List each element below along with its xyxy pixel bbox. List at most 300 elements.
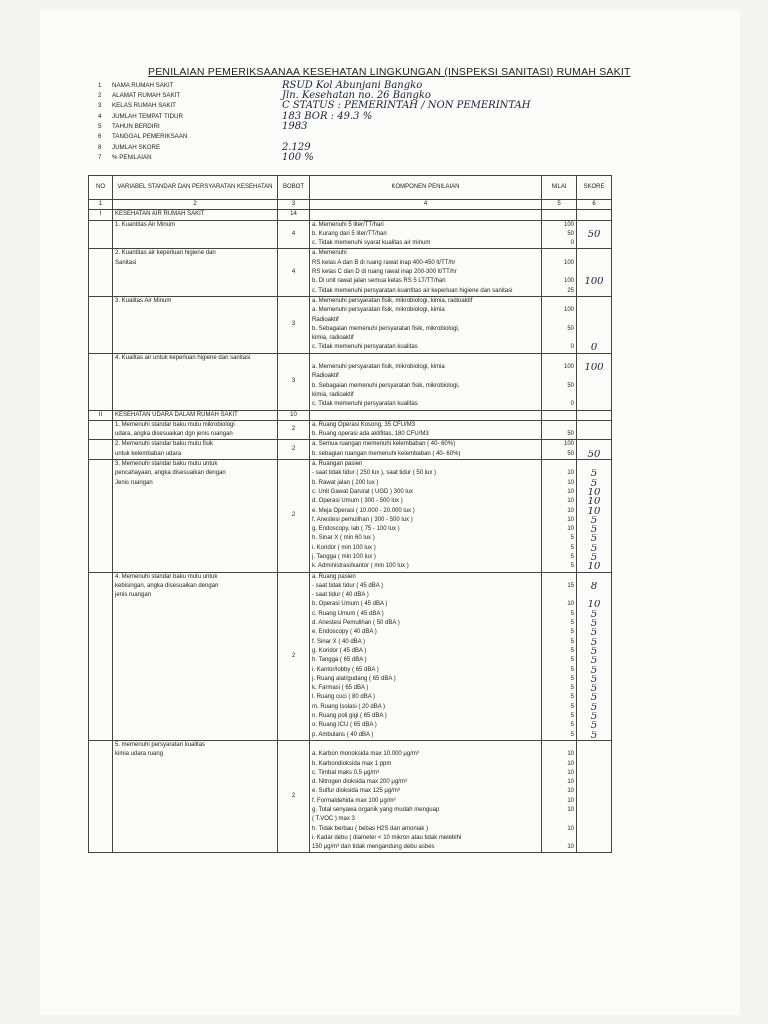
cell-line: [579, 573, 609, 582]
variabel-cell: [113, 249, 278, 296]
cell-line: a. Memenuhi persyaratan fisik, mikrobiologi, kimia: [312, 364, 445, 371]
cell-line: i. Koridor ( min 100 lux ): [312, 544, 376, 551]
cell-line: [544, 460, 574, 469]
cell-line: 5: [570, 694, 574, 701]
cell-line: 10: [587, 487, 601, 498]
cell-line: 5: [570, 731, 574, 738]
cell-line: 5: [590, 730, 598, 740]
cell-line: [579, 287, 609, 296]
cell-line: - saat tidak tidur ( 250 lux ), saat tidur ( 50 lux ): [312, 470, 437, 477]
row-number: [89, 220, 113, 249]
row-number: [89, 249, 113, 296]
cell-line: i. Kadar debu ( diameter < 10 mikron atau tidak melebihi: [312, 834, 462, 841]
cell-line: kimia udara ruang: [115, 751, 164, 758]
cell-line: 4. Kualitas air untuk keperluan higiene dan sanitasi: [115, 354, 251, 361]
cell-line: k. Farmasi ( 65 dBA ): [312, 685, 369, 692]
cell-line: [579, 440, 609, 449]
empty-cell: [542, 210, 577, 220]
cell-line: [579, 239, 609, 248]
cell-line: [579, 815, 609, 824]
cell-line: 5: [570, 629, 574, 636]
info-number: 6: [98, 132, 102, 140]
cell-line: 5: [590, 525, 598, 535]
cell-line: [579, 750, 609, 759]
variabel-cell: [113, 740, 278, 853]
cell-line: - saat tidur ( 40 dBA ): [312, 592, 369, 599]
cell-line: [579, 391, 609, 400]
variabel-cell: [113, 296, 278, 353]
skore-cell: [577, 572, 612, 740]
cell-line: 50: [567, 325, 574, 332]
cell-line: 50: [567, 431, 574, 438]
table-row: [89, 249, 612, 296]
cell-line: 0: [590, 343, 598, 353]
section-number: I: [89, 210, 113, 220]
cell-line: [579, 741, 609, 750]
cell-line: [579, 797, 609, 806]
column-index: 1: [89, 200, 113, 210]
cell-line: [579, 806, 609, 815]
cell-line: 8: [590, 581, 598, 592]
info-label: JUMLAH SKORE: [112, 143, 161, 151]
table-row: [89, 296, 612, 353]
cell-line: 5: [570, 563, 574, 570]
cell-line: 10: [567, 507, 574, 514]
cell-line: kimia, radioaktif: [312, 335, 354, 342]
cell-line: 5: [570, 647, 574, 654]
cell-line: [544, 741, 574, 750]
empty-cell: [577, 410, 612, 420]
cell-line: [579, 825, 609, 834]
cell-line: 1. Memenuhi standar baku mutu mikrobiologi: [115, 421, 235, 428]
komponen-cell: [310, 420, 542, 440]
cell-line: 5: [590, 721, 598, 731]
info-value: Jln. Kesehatan no. 26 Bangko: [282, 89, 431, 101]
cell-line: [544, 268, 574, 277]
variabel-cell: [113, 572, 278, 740]
col-header-bobot: BOBOT: [278, 176, 310, 200]
cell-line: c. Ruang Umum ( 45 dBA ): [312, 610, 384, 617]
column-index: 2: [113, 200, 278, 210]
cell-line: [544, 591, 574, 600]
cell-line: [579, 249, 609, 258]
cell-line: 100: [563, 259, 574, 266]
variabel-cell: [113, 440, 278, 460]
table-row: [89, 420, 612, 440]
cell-line: 10: [567, 488, 574, 495]
cell-line: 5: [570, 657, 574, 664]
cell-line: g. Endoscopy, lab ( 75 - 100 lux ): [312, 526, 400, 533]
cell-line: b. Karbondioksida max 1 ppm: [312, 760, 392, 767]
cell-line: f. Anestesi pemulihan ( 300 - 500 lux ): [312, 516, 413, 523]
cell-line: 10: [567, 601, 574, 608]
cell-line: 3. Kualitas Air Minum: [115, 297, 172, 304]
cell-line: kimia, radioaktif: [312, 391, 354, 398]
cell-line: 5: [590, 534, 598, 544]
cell-line: Radioaktif: [312, 373, 339, 380]
col-header-no: NO: [89, 176, 113, 200]
row-number: [89, 420, 113, 440]
cell-line: a. Memenuhi persyaratan fisik, mikrobiologi, kimia: [312, 307, 445, 314]
col-header-variabel: VARIABEL STANDAR DAN PERSYARATAN KESEHATAN: [113, 176, 278, 200]
row-number: [89, 740, 113, 853]
cell-line: 5: [590, 712, 598, 722]
cell-line: e. Meja Operasi ( 10.000 - 20.000 lux ): [312, 507, 415, 514]
nilai-cell: [542, 440, 577, 460]
cell-line: 5: [570, 722, 574, 729]
section-title: KESEHATAN AIR RUMAH SAKIT: [113, 210, 278, 220]
row-number: [89, 296, 113, 353]
cell-line: Sanitasi: [115, 259, 137, 266]
komponen-cell: [310, 353, 542, 410]
cell-line: 10: [567, 526, 574, 533]
cell-line: g. Koridor ( 45 dBA ): [312, 647, 367, 654]
cell-line: [544, 391, 574, 400]
cell-line: 50: [567, 230, 574, 237]
cell-line: [579, 769, 609, 778]
komponen-cell: [310, 249, 542, 296]
cell-line: RS kelas C dan D di ruang rawat inap 200-300 lt/TT/hr: [312, 269, 457, 276]
cell-line: 50: [587, 449, 601, 460]
cell-line: 5: [570, 638, 574, 645]
cell-line: f. Formaldehida max 100 μg/m³: [312, 797, 396, 804]
cell-line: [579, 460, 609, 469]
komponen-cell: [310, 572, 542, 740]
cell-line: 10: [587, 506, 601, 516]
info-label: TANGGAL PEMERIKSAAN: [112, 132, 188, 140]
column-index: 3: [278, 200, 310, 210]
info-number: 2: [98, 91, 102, 99]
bobot-cell: 4: [278, 220, 310, 249]
komponen-cell: [310, 440, 542, 460]
cell-line: j. Tangga ( min 100 lux ): [312, 553, 376, 560]
cell-line: [579, 316, 609, 325]
cell-line: 5: [590, 478, 598, 488]
cell-line: a. Karbon monoksida max 10.000 μg/m³: [312, 751, 419, 758]
cell-line: 5. memenuhi persyaratan kualitas: [115, 741, 206, 748]
cell-line: 10: [567, 498, 574, 505]
cell-line: [579, 221, 609, 230]
cell-line: d. Anestesi Pemulihan ( 50 dBA ): [312, 620, 400, 627]
column-index: 4: [310, 200, 542, 210]
cell-line: p. Ambulans ( 40 dBA ): [312, 731, 374, 738]
info-value: C STATUS : PEMERINTAH / NON PEMERINTAH: [282, 99, 531, 111]
cell-line: 4. Memenuhi standar baku mutu untuk: [115, 573, 218, 580]
bobot-cell: 2: [278, 440, 310, 460]
cell-line: c. Tidak memenuhi persyaratan kuantitas air keperluan higiene dan sanitasi: [312, 287, 513, 294]
cell-line: 100: [563, 364, 574, 371]
cell-line: 10: [567, 479, 574, 486]
cell-line: 5: [590, 646, 598, 657]
cell-line: b. Kurang dari 5 liter/TT/hari: [312, 230, 387, 237]
cell-line: b. Operasi Umum ( 45 dBA ): [312, 601, 388, 608]
cell-line: 10: [567, 825, 574, 832]
section-number: II: [89, 410, 113, 420]
cell-line: 1. Kuantitas Air Minum: [115, 221, 176, 228]
cell-line: 5: [590, 693, 598, 703]
cell-line: kebisingan, angka disesuaikan dengan: [115, 582, 219, 589]
cell-line: a. Ruangan pasien: [312, 461, 363, 468]
cell-line: 10: [567, 807, 574, 813]
page-title: PENILAIAN PEMERIKSAANAA KESEHATAN LINGKUNGAN (INSPEKSI SANITASI) RUMAH SAKIT: [148, 66, 631, 78]
cell-line: [544, 372, 574, 381]
cell-line: 3. Memenuhi standar baku mutu untuk: [115, 461, 218, 468]
skore-cell: [577, 353, 612, 410]
info-number: 3: [98, 101, 102, 109]
cell-line: 2. Kuantitas air keperluan higiene dan: [115, 250, 216, 257]
cell-line: 5: [590, 609, 598, 620]
info-label: NAMA RUMAH SAKIT: [112, 81, 174, 89]
cell-line: 5: [590, 543, 598, 553]
cell-line: b. Di unit rawat jalan semua kelas RS 5 LT/TT/hari: [312, 278, 446, 285]
cell-line: [579, 372, 609, 381]
cell-line: [312, 354, 539, 363]
info-row: [98, 151, 314, 163]
cell-line: [544, 815, 574, 824]
info-value: 1983: [282, 120, 308, 132]
info-label: KELAS RUMAH SAKIT: [112, 101, 176, 109]
cell-line: 50: [587, 229, 601, 240]
cell-line: b. Sebagaian memenuhi persyaratan fisik, mikrobiologi,: [312, 325, 460, 332]
skore-cell: [577, 296, 612, 353]
cell-line: 5: [570, 685, 574, 692]
cell-line: 0: [570, 401, 574, 408]
cell-line: 5: [570, 535, 574, 542]
cell-line: [544, 249, 574, 258]
bobot-cell: 2: [278, 420, 310, 440]
cell-line: i. Kantor/lobby ( 65 dBA ): [312, 666, 379, 673]
cell-line: d. Nitrogen dioksida max 200 μg/m³: [312, 779, 407, 786]
info-label: JUMLAH TEMPAT TIDUR: [112, 112, 183, 120]
col-header-nilai: NILAI: [542, 176, 577, 200]
empty-cell: [310, 210, 542, 220]
skore-cell: [577, 440, 612, 460]
cell-line: [579, 421, 609, 430]
cell-line: 0: [570, 344, 574, 351]
section-bobot: 14: [278, 210, 310, 220]
cell-line: g. Total senyawa organik yang mudah menguap: [312, 807, 440, 813]
cell-line: [579, 306, 609, 315]
cell-line: 100: [584, 277, 604, 287]
variabel-cell: [113, 460, 278, 573]
cell-line: 100: [563, 441, 574, 448]
table-row: [89, 740, 612, 853]
skore-cell: [577, 249, 612, 296]
nilai-cell: [542, 740, 577, 853]
cell-line: 5: [590, 665, 598, 675]
info-value: 183 BOR : 49.3 %: [282, 110, 373, 122]
cell-line: m. Ruang Isolasi ( 20 dBA ): [312, 703, 386, 710]
section-row: [89, 410, 612, 420]
cell-line: [579, 297, 609, 306]
cell-line: [579, 400, 609, 409]
cell-line: o. Ruang ICU ( 65 dBA ): [312, 722, 377, 729]
bobot-cell: 3: [278, 353, 310, 410]
cell-line: b. Rawat jalan ( 200 lux ): [312, 479, 379, 486]
cell-line: [544, 316, 574, 325]
cell-line: [579, 778, 609, 787]
variabel-cell: [113, 353, 278, 410]
info-label: ALAMAT RUMAH SAKIT: [112, 91, 181, 99]
table-row: [89, 460, 612, 573]
cell-line: 15: [567, 582, 574, 589]
cell-line: ( T.VOC ) max 3: [312, 816, 355, 823]
cell-line: [544, 354, 574, 363]
cell-line: [579, 591, 609, 600]
cell-line: h. Tidak berbau ( bebas H2S dan amoniak ): [312, 825, 429, 832]
cell-line: [544, 334, 574, 343]
cell-line: 5: [570, 703, 574, 710]
komponen-cell: [310, 296, 542, 353]
nilai-cell: [542, 572, 577, 740]
nilai-cell: [542, 460, 577, 573]
cell-line: 10: [587, 600, 601, 610]
cell-line: 5: [570, 713, 574, 720]
info-number: 8: [98, 143, 102, 151]
cell-line: c. Tidak memenuhi syarat kualitas air minum: [312, 240, 431, 247]
variabel-cell: [113, 420, 278, 440]
cell-line: 0: [570, 240, 574, 247]
cell-line: 50: [567, 450, 574, 457]
cell-line: a. Memenuhi persyaratan fisik, mikrobiologi, kimia, radioaktif: [312, 297, 473, 304]
cell-line: 50: [567, 382, 574, 389]
cell-line: 10: [567, 470, 574, 477]
empty-cell: [542, 410, 577, 420]
row-number: [89, 572, 113, 740]
cell-line: [544, 573, 574, 582]
info-value: RSUD Kol Abunjani Bangko: [282, 79, 423, 91]
cell-line: 5: [590, 469, 598, 479]
cell-line: 5: [590, 515, 598, 526]
cell-line: 5: [590, 702, 598, 713]
section-row: [89, 210, 612, 220]
cell-line: b. sebagian ruangan memenuhi kelembaban ( 40- 60%): [312, 450, 461, 457]
column-index: 5: [542, 200, 577, 210]
cell-line: [312, 741, 539, 750]
cell-line: Radioaktif: [312, 316, 339, 323]
cell-line: [579, 760, 609, 769]
table-row: [89, 572, 612, 740]
cell-line: [544, 421, 574, 430]
info-number: 1: [98, 81, 102, 89]
cell-line: [544, 297, 574, 306]
bobot-cell: 2: [278, 572, 310, 740]
cell-line: 5: [570, 620, 574, 627]
cell-line: 10: [567, 769, 574, 776]
empty-cell: [310, 410, 542, 420]
row-number: [89, 460, 113, 573]
cell-line: 5: [570, 675, 574, 682]
cell-line: a. Ruang Operasi Kosong, 35 CFU/M3: [312, 421, 416, 428]
cell-line: 10: [567, 760, 574, 767]
table-row: [89, 353, 612, 410]
cell-line: - saat tidak tidur ( 45 dBA ): [312, 582, 384, 589]
cell-line: 10: [567, 751, 574, 758]
assessment-table: [88, 175, 612, 853]
cell-line: a. Memenuhi 5 liter/TT/hari: [312, 221, 384, 228]
cell-line: Jenis ruangan: [115, 479, 153, 486]
col-header-komponen: KOMPONEN PENILAIAN: [310, 176, 542, 200]
info-number: 5: [98, 122, 102, 130]
cell-line: 150 μg/m³ dan tidak mengandung debu asbes: [312, 844, 435, 851]
nilai-cell: [542, 220, 577, 249]
cell-line: 10: [567, 516, 574, 523]
cell-line: 10: [587, 562, 601, 572]
info-label: % PENILAIAN: [112, 153, 152, 161]
cell-line: untuk kelembaban udara: [115, 450, 182, 457]
cell-line: c. Unit Gawat Darurat ( UGD ) 300 lux: [312, 488, 414, 495]
cell-line: [579, 325, 609, 334]
bobot-cell: 3: [278, 296, 310, 353]
cell-line: 100: [563, 307, 574, 314]
cell-line: 5: [570, 553, 574, 560]
bobot-cell: 4: [278, 249, 310, 296]
skore-cell: [577, 740, 612, 853]
cell-line: a. Semua ruangan memenuhi kelembaban ( 40- 60%): [312, 441, 456, 448]
komponen-cell: [310, 740, 542, 853]
info-label: TAHUN BERDIRI: [112, 122, 160, 130]
cell-line: l. Ruang cuci ( 80 dBA ): [312, 694, 376, 701]
bobot-cell: 2: [278, 740, 310, 853]
cell-line: a. Ruang pasien: [312, 573, 356, 580]
komponen-cell: [310, 220, 542, 249]
cell-line: pencahayaan, angka disesuaikan dengan: [115, 470, 226, 477]
cell-line: jenis ruangan: [115, 592, 152, 599]
cell-line: 100: [563, 278, 574, 285]
info-number: 7: [98, 153, 102, 161]
nilai-cell: [542, 420, 577, 440]
cell-line: [579, 834, 609, 843]
cell-line: 10: [567, 844, 574, 851]
row-number: [89, 440, 113, 460]
nilai-cell: [542, 249, 577, 296]
cell-line: 5: [570, 666, 574, 673]
cell-line: 5: [590, 628, 598, 638]
cell-line: 5: [590, 637, 598, 647]
info-value: 2.129: [282, 141, 311, 153]
cell-line: 10: [567, 797, 574, 804]
cell-line: h. Sinar X ( min 60 lux ): [312, 535, 375, 542]
col-header-skore: SKORE: [577, 176, 612, 200]
cell-line: [579, 354, 609, 363]
nilai-cell: [542, 353, 577, 410]
cell-line: 10: [567, 779, 574, 786]
cell-line: c. Tidak memenuhi persyaratan kualitas: [312, 401, 418, 408]
cell-line: 5: [590, 552, 598, 563]
cell-line: [579, 259, 609, 268]
skore-cell: [577, 460, 612, 573]
table-row: [89, 220, 612, 249]
skore-cell: [577, 420, 612, 440]
empty-cell: [577, 210, 612, 220]
cell-line: RS kelas A dan B di ruang rawat inap 400-450 lt/TT/hr: [312, 259, 456, 266]
cell-line: 10: [567, 788, 574, 795]
cell-line: udara, angka disesuaikan dgn jenis ruangan: [115, 431, 233, 438]
cell-line: b. Sebagaian memenuhi persyaratan fisik, mikrobiologi,: [312, 382, 460, 389]
cell-line: [579, 268, 609, 277]
row-number: [89, 353, 113, 410]
cell-line: [579, 430, 609, 439]
cell-line: 5: [590, 674, 598, 685]
section-bobot: 10: [278, 410, 310, 420]
cell-line: c. Timbal maks 0,5 μg/m³: [312, 769, 380, 776]
cell-line: k. Administrasi/kantor ( min 100 lux ): [312, 563, 409, 570]
nilai-cell: [542, 296, 577, 353]
cell-line: 5: [590, 684, 598, 694]
info-value: 100 %: [282, 151, 314, 163]
cell-line: f. Sinar X ( 40 dBA ): [312, 638, 366, 645]
variabel-cell: [113, 220, 278, 249]
